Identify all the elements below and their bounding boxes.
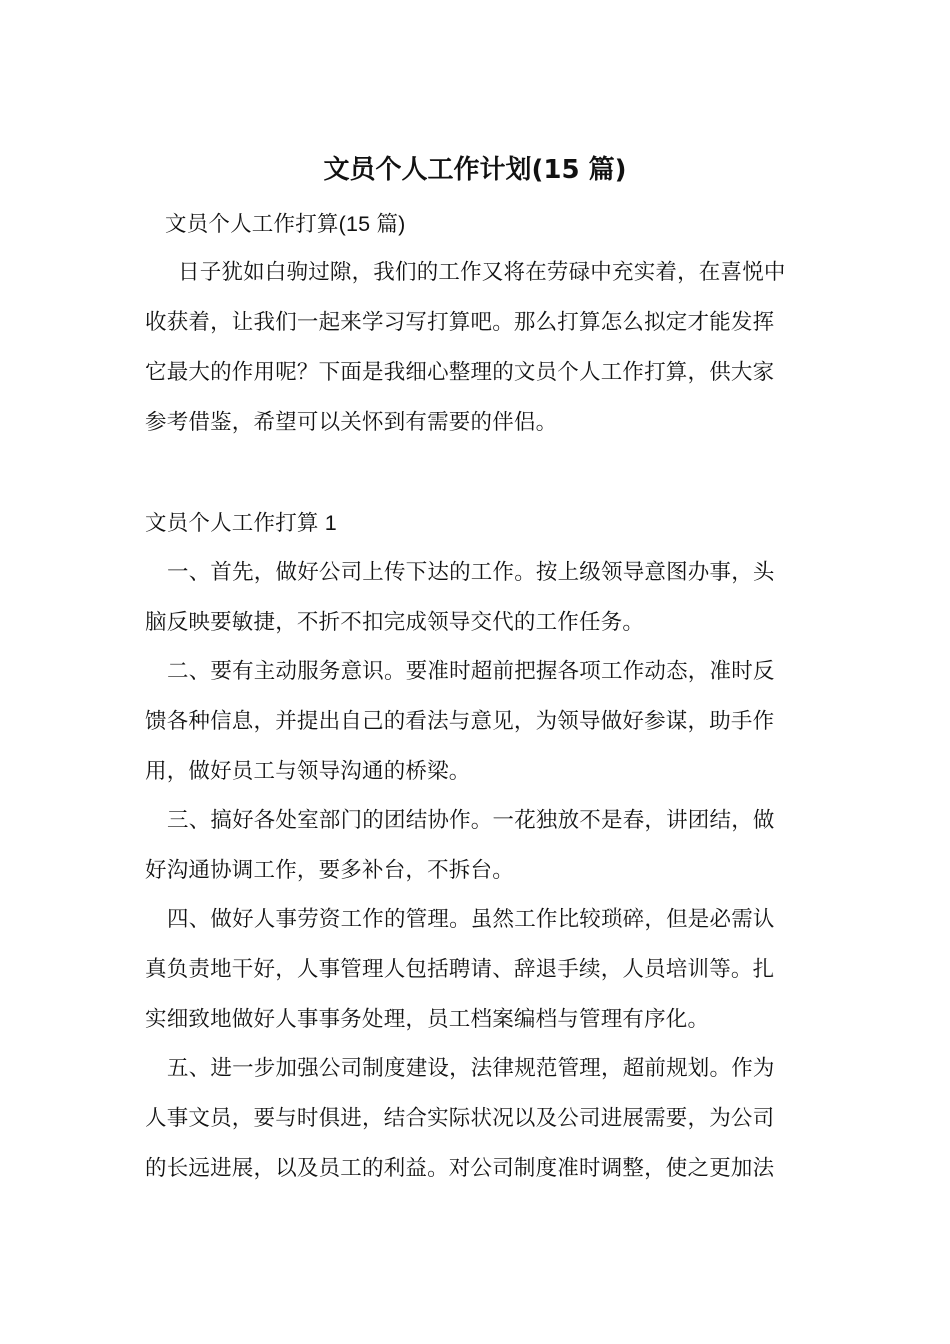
paragraph-line: 实细致地做好人事事务处理，员工档案编档与管理有序化。 <box>145 1007 710 1032</box>
intro-line: 它最大的作用呢？下面是我细心整理的文员个人工作打算，供大家 <box>145 360 775 385</box>
intro-line: 收获着，让我们一起来学习写打算吧。那么打算怎么拟定才能发挥 <box>145 310 775 335</box>
paragraph-line: 的长远进展，以及员工的利益。对公司制度准时调整，使之更加法 <box>145 1156 775 1181</box>
paragraph-line: 用，做好员工与领导沟通的桥梁。 <box>145 759 471 784</box>
paragraph-line: 五、进一步加强公司制度建设，法律规范管理，超前规划。作为 <box>167 1056 775 1081</box>
paragraph-line: 脑反映要敏捷，不折不扣完成领导交代的工作任务。 <box>145 610 645 635</box>
intro-line: 日子犹如白驹过隙，我们的工作又将在劳碌中充实着，在喜悦中 <box>178 260 786 285</box>
paragraph-line: 四、做好人事劳资工作的管理。虽然工作比较琐碎，但是必需认 <box>167 907 775 932</box>
paragraph-line: 一、首先，做好公司上传下达的工作。按上级领导意图办事，头 <box>167 560 775 585</box>
paragraph-line: 三、搞好各处室部门的团结协作。一花独放不是春，讲团结，做 <box>167 808 775 833</box>
section-heading: 文员个人工作打算 1 <box>145 511 337 535</box>
document-title: 文员个人工作计划(15 篇) <box>323 155 627 185</box>
paragraph-line: 人事文员，要与时俱进，结合实际状况以及公司进展需要，为公司 <box>145 1106 775 1131</box>
paragraph-line: 真负责地干好，人事管理人包括聘请、辞退手续，人员培训等。扎 <box>145 957 775 982</box>
intro-line: 参考借鉴，希望可以关怀到有需要的伴侣。 <box>145 410 558 435</box>
paragraph-line: 好沟通协调工作，要多补台，不拆台。 <box>145 858 514 883</box>
paragraph-line: 馈各种信息，并提出自己的看法与意见，为领导做好参谋，助手作 <box>145 709 775 734</box>
document-subtitle: 文员个人工作打算(15 篇) <box>165 212 406 236</box>
paragraph-line: 二、要有主动服务意识。要准时超前把握各项工作动态，准时反 <box>167 659 775 684</box>
